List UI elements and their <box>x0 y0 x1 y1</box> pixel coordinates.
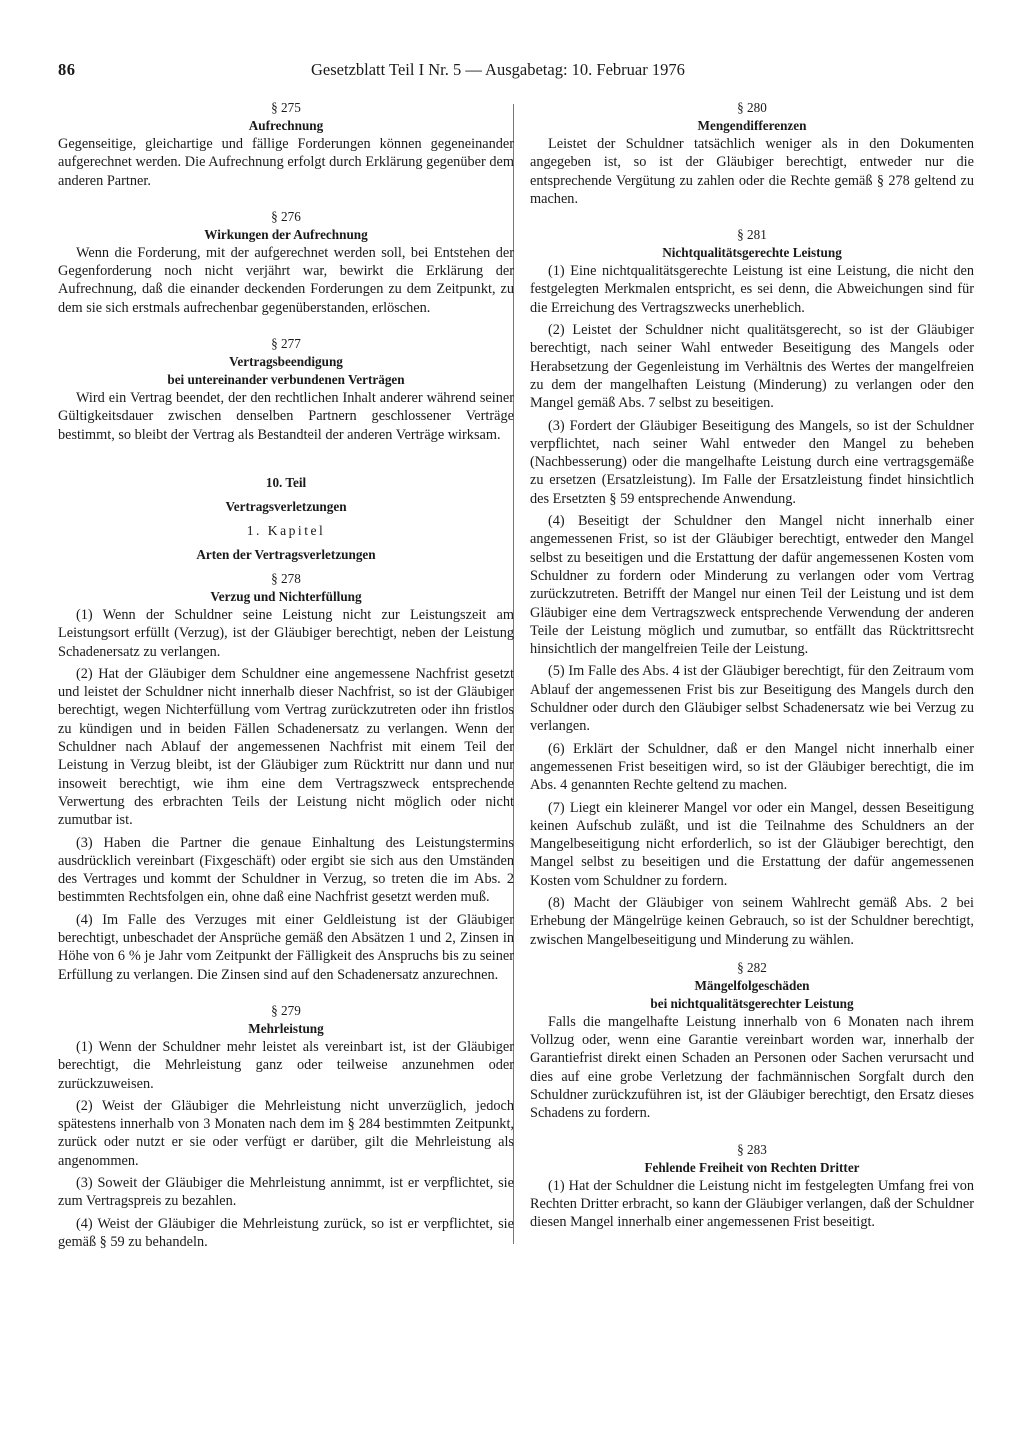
paragraph: (3) Haben die Partner die genaue Einhaltung des Leistungstermins ausdrücklich vereinbart (Fixgeschäft) oder ergibt sie sich aus den Umständen des Vertrages und kommt der Schuldner in Verzug, so treten die im Abs. 2 bestimmten Rechtsfolgen ein, ohne daß eine Nachfrist gesetzt werden muß. <box>58 834 514 906</box>
page-header <box>58 60 978 86</box>
section-number: § 279 <box>271 1002 301 1018</box>
section-title: Mehrleistung <box>248 1020 324 1036</box>
paragraph: Leistet der Schuldner tatsächlich weniger als in den Dokumenten angegeben ist, so ist der Gläubiger berechtigt, entweder nur die entsprechende Vergütung zu zahlen oder die Rechte gemäß § 278 geltend zu machen. <box>530 136 974 207</box>
paragraph: (1) Wenn der Schuldner seine Leistung nicht zur Leistungszeit am Leistungsort erfüllt (Verzug), ist der Gläubiger berechtigt, neben der Leistung Schadenersatz zu verlangen. <box>58 606 514 660</box>
section-number: § 283 <box>737 1141 767 1157</box>
section-283 <box>530 1141 974 1232</box>
section-276 <box>58 208 514 317</box>
chapter-title: Arten der Vertragsverletzungen <box>196 546 376 562</box>
section-title: Mängelfolgeschäden <box>694 977 810 993</box>
section-title: Aufrechnung <box>248 118 324 133</box>
section-number: § 277 <box>271 336 301 352</box>
part-title: Vertragsverletzungen <box>225 498 347 514</box>
paragraph: (4) Im Falle des Verzuges mit einer Geldleistung ist der Gläubiger berechtigt, unbeschadet der Ansprüche gemäß den Absätzen 1 und 2, Zinsen in Höhe von 6 % je Jahr vom Zeitpunkt der Fälligkeit des Anspruchs bis zu seiner Erfüllung zu verlangen. Die Zinsen sind auf den Schadenersatz anzurechnen. <box>58 911 514 983</box>
paragraph: (3) Fordert der Gläubiger Beseitigung des Mangels, so ist der Schuldner verpflichtet, nach seiner Wahl entweder den Mangel zu beheben (Nachbesserung) oder die mangelhafte Leistung durch eine vertragsgemäße zu ersetzen (Ersatzleistung). Im Falle der Ersatzleistung findet hinsichtlich des Ersetzten § 59 entsprechende Anwendung. <box>530 417 974 507</box>
section-subtitle: bei untereinander verbundenen Verträgen <box>167 372 405 388</box>
section-278 <box>58 570 514 984</box>
paragraph: (4) Weist der Gläubiger die Mehrleistung zurück, so ist er verpflichtet, sie gemäß § 59 zu behandeln. <box>58 1215 514 1250</box>
paragraph: (8) Macht der Gläubiger von seinem Wahlrecht gemäß Abs. 2 bei Erhebung der Mängelrüge keinen Gebrauch, so ist der Schuldner berechtigt, zwischen Mangelbeseitigung und Minderung zu wählen. <box>530 894 974 948</box>
paragraph: (7) Liegt ein kleinerer Mangel vor oder ein Mangel, dessen Beseitigung keinen Aufschub zuläßt, und ist die Teilnahme des Schuldners an der Mangelbeseitigung nicht erforderlich, so ist der Gläubiger berechtigt, den Mangel selbst zu beseitigen und die Erstattung der dafür angemessenen Kosten vom Schuldner zu fordern. <box>530 799 974 889</box>
paragraph: Gegenseitige, gleichartige und fällige Forderungen können gegeneinander aufgerechnet werden. Die Aufrechnung erfolgt durch Erklärung gegenüber dem anderen Partner. <box>58 136 514 189</box>
paragraph: Wird ein Vertrag beendet, der den rechtlichen Inhalt anderer während seiner Gültigkeitsdauer zwischen denselben Partnern geschlossener Verträge bestimmt, so bleibt der Vertrag als Bestandteil der anderen Verträge wirksam. <box>58 390 514 443</box>
right-column <box>530 99 974 1236</box>
paragraph: Wenn die Forderung, mit der aufgerechnet werden soll, bei Entstehen der Gegenforderung noch nicht verjährt war, bewirkt die Erklärung der Aufrechnung, daß die einander deckenden Forderungen zu dem Zeitpunkt, zu dem sie sich erstmals aufrechenbar gegenüberstanden, erlöschen. <box>58 244 514 316</box>
part-number: 10. Teil <box>265 474 307 490</box>
section-title: Nichtqualitätsgerechte Leistung <box>662 245 842 261</box>
paragraph: (2) Leistet der Schuldner nicht qualitätsgerecht, so ist der Gläubiger berechtigt, nach seiner Wahl entweder Beseitigung des Mangels oder Herabsetzung der Gegenleistung im Verhältnis des Wertes der mangelfreien zu dem der mangelhaften Leistung (Minderung) zu verlangen oder den Mangel gemäß Abs. 7 selbst zu beseitigen. <box>530 322 974 412</box>
paragraph: (3) Soweit der Gläubiger die Mehrleistung annimmt, ist er verpflichtet, sie zum Vertragspreis zu bezahlen. <box>58 1174 514 1210</box>
section-281 <box>530 226 974 949</box>
section-number: § 275 <box>271 100 301 115</box>
section-subtitle: bei nichtqualitätsgerechter Leistung <box>650 995 854 1011</box>
section-title: Vertragsbeendigung <box>229 354 343 370</box>
paragraph: (2) Hat der Gläubiger dem Schuldner eine angemessene Nachfrist gesetzt und leistet der Schuldner nicht innerhalb dieser Nachfrist, so ist der Gläubiger berechtigt, wegen Nichterfüllung vom Vertrag zurückzutreten oder ihn fristlos zu kündigen und in beiden Fällen Schadenersatz zu verlangen. Wenn der Schuldner nach Ablauf der angemessenen Nachfrist mit einem Teil der Leistung in Verzug bleibt, ist der Gläubiger zum Rücktritt nur dann und nur insoweit berechtigt, wie ihm eine dem Vertragszweck entsprechende Verwertung des erbrachten Teils der Leistung nicht möglich oder nicht zumutbar ist. <box>58 665 514 829</box>
section-275 <box>58 99 514 190</box>
section-279 <box>58 1002 514 1251</box>
paragraph: (1) Eine nichtqualitätsgerechte Leistung ist eine Leistung, die nicht den festgelegten Merkmalen entspricht, es sei denn, die Abweichungen sind für die Erreichung des Vertragszwecks unerheblich. <box>530 263 974 316</box>
paragraph: (5) Im Falle des Abs. 4 ist der Gläubiger berechtigt, für den Zeitraum vom Ablauf der angemessenen Frist bis zur Beseitigung des Mangels durch den Schuldner oder durch den Gläubiger selbst Schadenersatz wie bei Verzug zu verlangen. <box>530 663 974 735</box>
left-column <box>58 99 514 1255</box>
page-number: 86 <box>58 60 76 79</box>
section-title: Wirkungen der Aufrechnung <box>204 226 368 242</box>
section-282 <box>530 959 974 1123</box>
section-number: § 282 <box>737 959 767 975</box>
header-title: Gesetzblatt Teil I Nr. 5 — Ausgabetag: 10. Februar 1976 <box>311 60 685 79</box>
paragraph: (1) Hat der Schuldner die Leistung nicht im festgelegten Umfang frei von Rechten Dritter erbracht, so kann der Gläubiger verlangen, daß der Schuldner diesen Mangel innerhalb einer angemessenen Frist beseitigt. <box>530 1177 974 1231</box>
paragraph: (2) Weist der Gläubiger die Mehrleistung nicht unverzüglich, jedoch spätestens innerhalb von 3 Monaten nach dem im § 284 bestimmten Zeitpunkt, zurück oder nutzt er sie oder verfügt er darüber, gilt die Mehrleistung als angenommen. <box>58 1097 514 1169</box>
chapter-number: 1. Kapitel <box>246 522 326 538</box>
section-title: Verzug und Nichterfüllung <box>210 588 362 604</box>
section-280 <box>530 99 974 208</box>
section-title: Fehlende Freiheit von Rechten Dritter <box>644 1159 860 1175</box>
paragraph: (6) Erklärt der Schuldner, daß er den Mangel nicht innerhalb einer angemessenen Frist beseitigen wird, so ist der Gläubiger berechtigt, die im Abs. 4 genannten Rechte geltend zu machen. <box>530 740 974 794</box>
section-number: § 278 <box>271 570 301 586</box>
paragraph: (1) Wenn der Schuldner mehr leistet als vereinbart ist, ist der Gläubiger berechtigt, die Mehrleistung ganz oder teilweise anzunehmen oder zurückzuweisen. <box>58 1038 514 1092</box>
part-heading <box>58 474 514 564</box>
section-277 <box>58 335 514 444</box>
section-title: Mengendifferenzen <box>697 118 807 133</box>
section-number: § 276 <box>271 208 301 224</box>
paragraph: (4) Beseitigt der Schuldner den Mangel nicht innerhalb einer angemessenen Frist, so ist der Gläubiger berechtigt, entweder den Mangel selbst zu beseitigen und die Erstattung der dafür angemessenen Kosten vom Schuldner zu fordern oder Minderung zu verlangen oder vom Vertrag zurückzutreten. Betrifft der Mangel nur einen Teil der Leistung und ist dem Gläubiger eine dem Vertragszweck entsprechende Verwendung der anderen Teile der Leistung möglich und zumutbar, so entfällt das Rücktrittsrecht hinsichtlich der mangelfreien Teile der Leistung. <box>530 513 974 658</box>
section-number: § 281 <box>737 227 767 243</box>
section-number: § 280 <box>737 100 767 115</box>
paragraph: Falls die mangelhafte Leistung innerhalb von 6 Monaten nach ihrem Vollzug oder, wenn eine Garantie vereinbart worden war, innerhalb der Garantiefrist direkt einen Schaden an Personen oder Sachen verursacht und dies auf eine grobe Verletzung der fachmännischen Sorgfalt durch den Schuldner zurückzuführen ist, ist der Gläubiger berechtigt, den Ersatz dieses Schadens zu fordern. <box>530 1013 974 1122</box>
